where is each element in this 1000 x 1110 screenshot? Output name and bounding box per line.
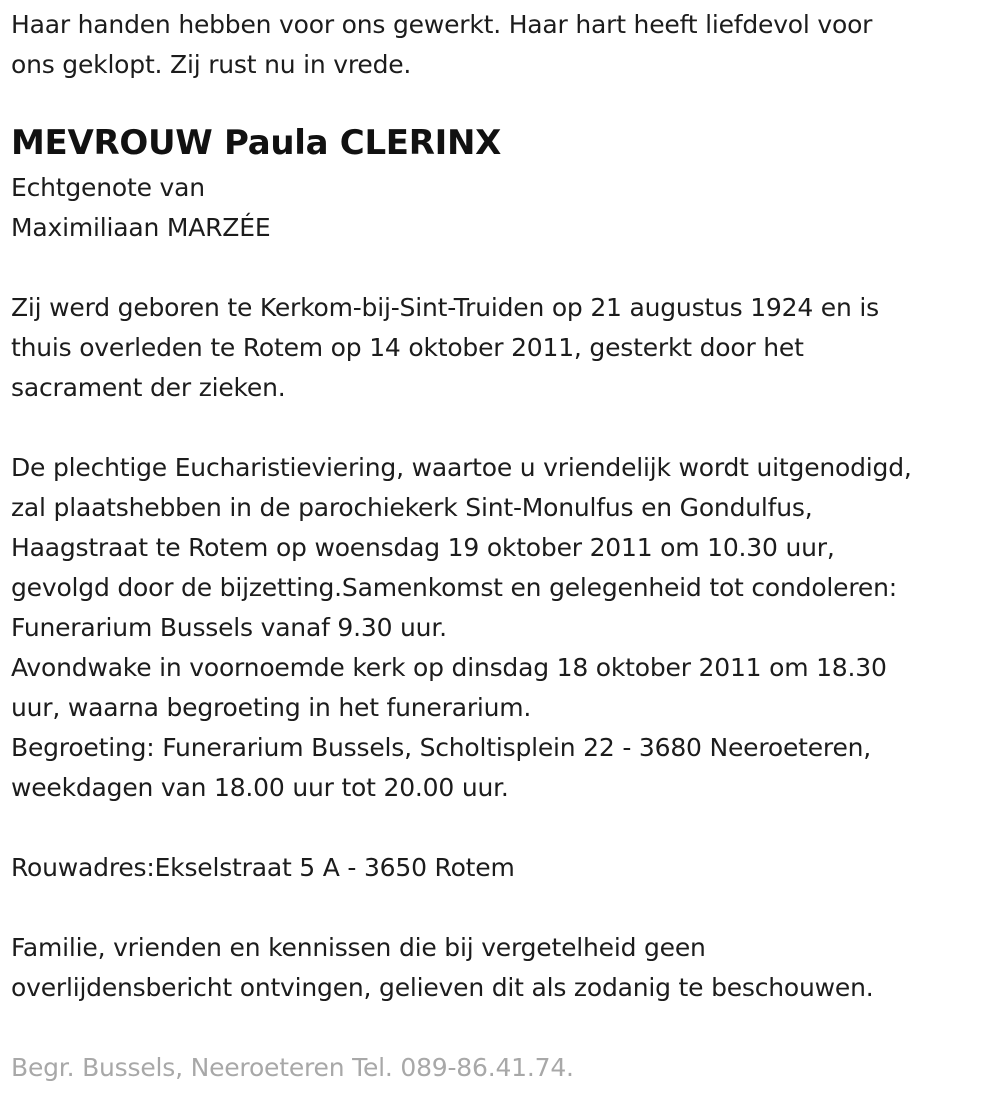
spacer [11, 408, 996, 448]
paragraph-line: De plechtige Eucharistieviering, waartoe u vriendelijk wordt uitgenodigd, [11, 453, 912, 482]
paragraph-line: thuis overleden te Rotem op 14 oktober 2011, gesterkt door het [11, 333, 804, 362]
paragraph-line: uur, waarna begroeting in het funerarium. [11, 693, 532, 722]
quote-line: ons geklopt. Zij rust nu in vrede. [11, 50, 412, 79]
paragraph-line: Haagstraat te Rotem op woensdag 19 oktober 2011 om 10.30 uur, [11, 533, 835, 562]
paragraph-line: zal plaatshebben in de parochiekerk Sint-Monulfus en Gondulfus, [11, 493, 813, 522]
paragraph-line: weekdagen van 18.00 uur tot 20.00 uur. [11, 773, 509, 802]
deceased-name: MEVROUW Paula CLERINX [11, 123, 502, 163]
paragraph-line: gevolgd door de bijzetting.Samenkomst en gelegenheid tot condoleren: [11, 573, 897, 602]
funeral-home-footer: Begr. Bussels, Neeroeteren Tel. 089-86.41.74. [11, 1053, 574, 1082]
paragraph-line: Zij werd geboren te Kerkom-bij-Sint-Truiden op 21 augustus 1924 en is [11, 293, 879, 322]
quote-line: Haar handen hebben voor ons gewerkt. Haar hart heeft liefdevol voor [11, 10, 873, 39]
spouse-label: Echtgenote van [11, 173, 205, 202]
mourning-address: Rouwadres:Ekselstraat 5 A - 3650 Rotem [11, 853, 515, 882]
spouse-name: Maximiliaan MARZÉE [11, 213, 271, 242]
spacer [11, 888, 996, 928]
paragraph-line: Funerarium Bussels vanaf 9.30 uur. [11, 613, 447, 642]
spacer [11, 808, 996, 848]
paragraph-line: Familie, vrienden en kennissen die bij vergetelheid geen [11, 933, 706, 962]
family-note [11, 928, 996, 1008]
spouse-block [11, 168, 996, 248]
birth-death-paragraph [11, 288, 996, 408]
ceremony-paragraph [11, 448, 996, 808]
obituary-notice [11, 0, 996, 1088]
paragraph-line: Avondwake in voornoemde kerk op dinsdag 18 oktober 2011 om 18.30 [11, 653, 887, 682]
paragraph-line: overlijdensbericht ontvingen, gelieven dit als zodanig te beschouwen. [11, 973, 874, 1002]
memorial-quote [11, 5, 996, 85]
paragraph-line: Begroeting: Funerarium Bussels, Scholtisplein 22 - 3680 Neeroeteren, [11, 733, 872, 762]
spacer [11, 248, 996, 288]
paragraph-line: sacrament der zieken. [11, 373, 286, 402]
